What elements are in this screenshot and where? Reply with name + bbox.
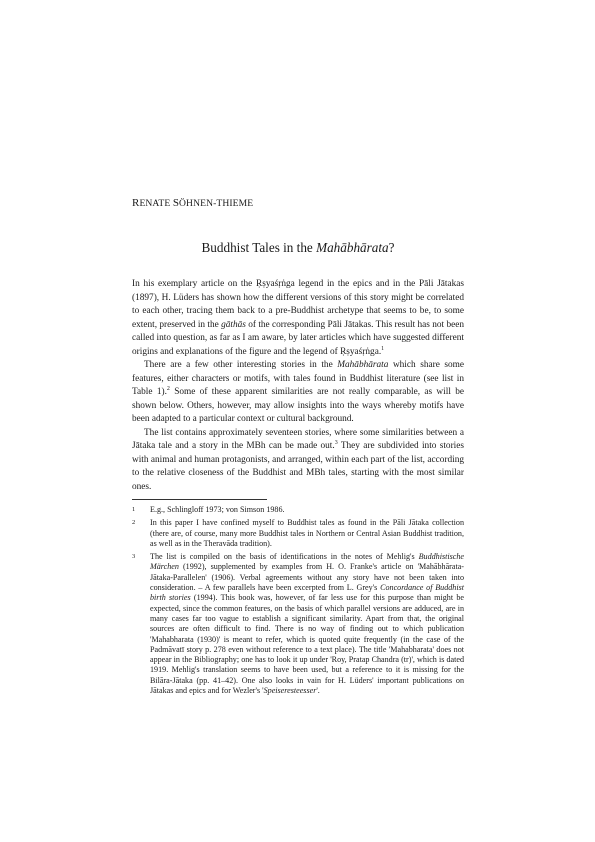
author-first-rest: ENATE xyxy=(139,198,171,209)
title-prefix: Buddhist Tales in the xyxy=(201,240,317,255)
paragraph-1-text-a: In his exemplary article on the Ṛṣyaśṛṅga legend in the epics and in the Pāli Jātakas (1897), H. Lüders has shown how the different versions of this story might be correlated to each other, tracing them back to a pre-Buddhist archetype that seems to be, to some extent, preserved in the xyxy=(132,279,464,330)
footnote-3 xyxy=(132,552,464,696)
title-italic: Mahābhārata xyxy=(316,240,389,255)
footnote-3-text-4: '. xyxy=(316,686,320,696)
footnote-text xyxy=(150,552,464,696)
footnote-3-italic-2: Concordance of Buddhist birth stories xyxy=(150,583,464,603)
footnote-1 xyxy=(132,505,464,515)
footnote-3-text-1: The list is compiled on the basis of identifications in the notes of Mehlig's xyxy=(150,552,419,562)
footnote-3-text-3: (1994). This book was, however, of far less use for this purpose than might be expected, since the common features, on the basis of which parallel versions are adduced, are in many cases far too vague to establish a significant similarity. Apart from that, the original sources are often difficult to find. There is no way of finding out to which publication 'Mahabharata (1930)' is meant to refer, which is quoted quite frequently (in the case of the Padmāvatī story p. 278 even without reference to a text place). The title 'Mahabharata' does not appear in the Bibliography; one has to look it up under 'Roy, Pratap Chandra (tr)', which is dated 1919. Mehlig's translation seems to have been used, but a reference to it is missing for the Bilāra-Jātaka (pp. 41–42). One also looks in vain for H. Lüders' important publications on Jātakas and epics and for Wezler's ' xyxy=(150,593,464,696)
footnote-text: E.g., Schlingloff 1973; von Simson 1986. xyxy=(150,505,285,514)
footnote-ref-3[interactable]: 3 xyxy=(334,439,338,446)
author-initial-last: S xyxy=(172,197,180,209)
footnote-separator xyxy=(132,499,267,500)
footnote-text: In this paper I have confined myself to Buddhist tales as found in the Pāli Jātaka collection (there are, of course, many more Buddhist tales in Northern or Central Asian Buddhist tradition, as well as in the Theravāda tradition). xyxy=(150,518,464,548)
footnote-3-italic-1: Buddhistische Märchen xyxy=(150,552,464,572)
paper-title xyxy=(132,240,464,256)
paragraph-2-text-d: Some of these apparent similarities are not really comparable, as will be shown below. Others, however, may allow insights into the ways whereby motifs have been adapted to a particular context or cultural background. xyxy=(132,387,464,424)
footnote-ref-2[interactable]: 2 xyxy=(166,385,170,392)
footnote-number: 3 xyxy=(132,553,136,561)
body-text xyxy=(132,278,464,494)
footnote-3-italic-3: Speiseresteesser xyxy=(263,686,317,696)
paragraph-2 xyxy=(132,359,464,427)
paragraph-2-text-a: There are a few other interesting stories in the xyxy=(144,360,338,370)
paragraph-3-text-a: The list contains approximately seventeen stories, where some similarities between a Jātaka tale and a story in the MBh can be made out. xyxy=(132,427,464,451)
paragraph-1-italic: gāthās xyxy=(221,319,246,330)
paragraph-2-italic: Mahābhārata xyxy=(337,360,389,370)
paragraph-1 xyxy=(132,278,464,359)
author-last-rest: ÖHNEN-THIEME xyxy=(179,198,254,209)
paragraph-3-text-c: They are subdivided into stories with animal and human protagonists, and arranged, within each part of the list, according to the relative closeness of the Buddhist and MBh tales, starting with the most similar ones. xyxy=(132,441,464,492)
author-initial-first: R xyxy=(132,197,140,209)
footnote-number: 2 xyxy=(132,519,136,527)
footnotes xyxy=(132,505,464,699)
footnote-2 xyxy=(132,518,464,549)
title-suffix: ? xyxy=(388,240,395,255)
footnote-3-text-2: (1992), supplemented by examples from H. O. Franke's article on 'Mahābhārata-Jātaka-Parallelen' (1906). Verbal agreements without any story have not been taken into consideration. – A few parallels have been excerpted from L. Grey's xyxy=(150,562,464,593)
paragraph-2-text-c: which share some features, either characters or motifs, with tales found in Buddhist literature (see list in Table 1). xyxy=(132,360,464,397)
footnote-ref-1[interactable]: 1 xyxy=(381,345,385,352)
footnote-number: 1 xyxy=(132,506,136,513)
paragraph-1-text-c: of the corresponding Pāli Jātakas. This result has not been called into question, as far as I am aware, by later articles which have suggested different origins and explanations of the figure and the legend of Ṛṣyaśṛṅga. xyxy=(132,319,464,357)
paragraph-3 xyxy=(132,427,464,495)
author-name xyxy=(132,197,253,209)
